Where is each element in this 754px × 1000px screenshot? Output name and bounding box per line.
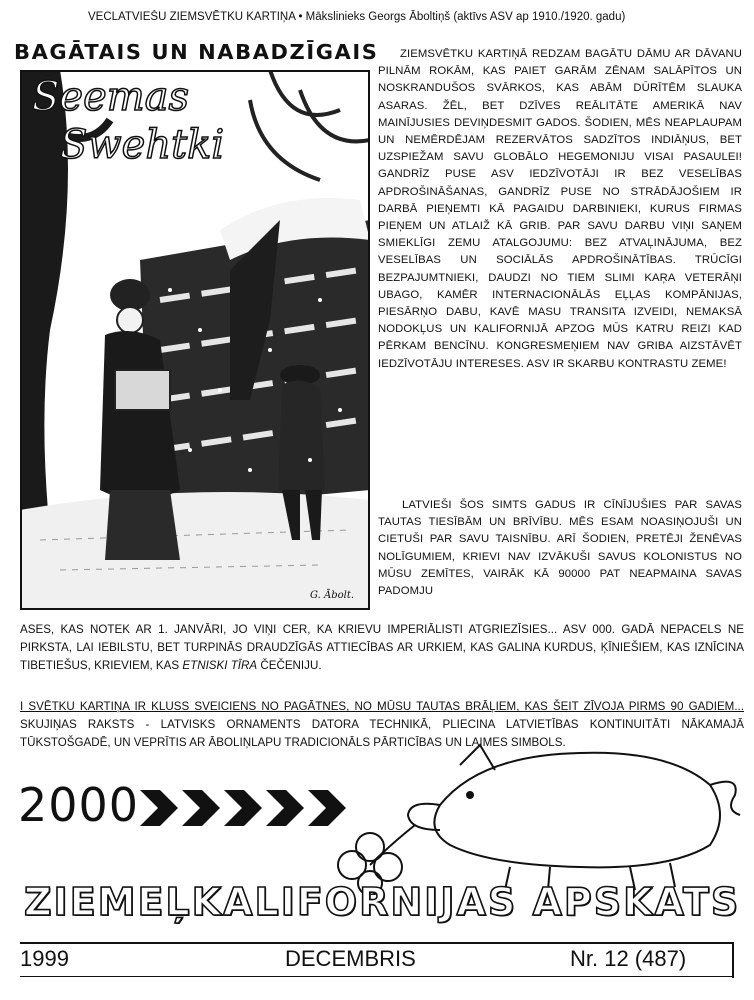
article-lead: ZIEMSVĒTKU KARTIŅĀ REDZAM BAGĀTU	[400, 48, 633, 60]
article-paragraph-2-end: ČEČENIJU.	[260, 659, 322, 672]
footer-issue-number: Nr. 12 (487)	[570, 946, 687, 971]
article-paragraph-3-underlined: I SVĒTKU KARTIŅA IR KLUSS SVEICIENS NO PAGĀTNES, NO MŪSU TAUTAS BRĀĻIEM, KAS ŠEIT ZĪVOJA PIRMS 90 GADIEM...	[20, 700, 744, 713]
footer-month: DECEMBRIS	[285, 946, 416, 971]
image-caption: VECLATVIEŠU ZIEMSVĒTKU KARTIŅA • Mākslinieks Georgs Āboltiņš (aktīvs ASV ap 1910./1920. gadu)	[88, 11, 626, 23]
millennium-year-text: 2000	[18, 778, 140, 832]
article-wide-block-1	[20, 621, 744, 675]
article-column-second	[378, 497, 742, 600]
card-title-line1: Seemas	[32, 74, 190, 120]
footer-year: 1999	[20, 946, 69, 971]
card-title-line2: Swehtki	[60, 122, 225, 168]
pig-with-clover-drawing	[330, 735, 754, 895]
article-paragraph-2-continued: ASES, KAS NOTEK AR 1. JANVĀRI, JO VIŅI CER, KA KRIEVU IMPERIĀLISTI ATGRIEZĪSIES... ASV 000. GADĀ NEPACELS NE PIRKSTA, LAI IEBILSTU, BET TURPINĀS DRAUDZĪGĀS ATTIECĪBAS AR URKIEM, KAS GALINA KURDUS, ĶĪNIEŠIEM, KAS IZNĪCINA TIBETIEŠUS, KRIEVIEM, KAS	[20, 623, 744, 672]
artist-signature: G. Ābolt.	[310, 590, 355, 601]
article-emphasis: ETNISKI TĪRA	[182, 659, 258, 672]
footer-side-rule	[732, 942, 734, 978]
footer-bottom-rule	[20, 976, 734, 977]
article-paragraph-2-start: LATVIEŠI ŠOS SIMTS GADUS IR CĪNĪJUŠIES PAR SAVAS TAUTAS TIESĪBĀM UN BRĪVĪBU. MĒS ESAM NOASIŅOJUŠI UN CIETUŠI PAR SAVU TAISNĪBU. ARĪ ŠODIEN, PRETĒJI ŽENĒVAS NOLĪGUMIEM, KRIEVI NAV IZVĀKUŠI SAVUS KOLONISTUS NO MŪSU ZEMĪTES, VAIRĀK KĀ 90000 PAT NEAPMAINA SAVAS PADOMJU	[378, 499, 742, 598]
christmas-card-illustration	[20, 70, 370, 610]
newspaper-masthead: ZIEMEĻKALIFORNIJAS APSKATS	[24, 880, 741, 924]
article-headline: BAGĀTAIS UN NABADZĪGAIS	[14, 40, 379, 64]
article-column	[378, 46, 742, 373]
article-paragraph-3: SKUJIŅAS RAKSTS - LATVISKS ORNAMENTS DATORA TECHNIKĀ, PLIECINA LATVIETĪBAS KONTINUITĀTI NĀKAMAJĀ TŪKSTOŠGADĒ, UN VEPRĪTIS AR ĀBOLIŅLAPU TRADICIONĀLS PĀRTICĪBAS UN LAIMES SIMBOLS.	[20, 718, 744, 749]
article-paragraph-1: DĀMU AR DĀVANU PILNĀM ROKĀM, KAS PAIET GARĀM ZĒNAM SALĀPĪTOS UN NOSKRANDUŠOS SVĀRKOS, KAS ABĀM DŪRĪTĒM SLAUKA ASARAS. ŽĒL, BET DZĪVES REĀLITĀTE AMERIKĀ NAV MAINĪJUSIES DEVIŅDESMIT GADOS. ŠODIEN, MĒS NEAPLAUPAM UN NEMĒRDĒJAM REZERVĀTOS SADZĪTOS INDIĀŅUS, BET UZSPIEŽAM SAVU GLOBĀLO HEGEMONIJU VISAI PASAULEI! GANDRĪZ PUSE ASV IEDZĪVOTĀJI IR BEZ VESELĪBAS APDROŠINĀŠANAS, GANDRĪZ PUSE NO STRĀDĀJOŠIEM IR DARBĀ PIEŅEMTI KĀ PAGAIDU DARBINIEKI, KURUS FIRMAS PIEŅEM UN ATLAIŽ KĀ GRIB. PAR SAVU DARBU VIŅI SAŅEM SMIEKLĪGI ZEMU ATALGOJUMU: BEZ ATVAĻINĀJUMA, BEZ VESELĪBAS UN SOCIĀLĀS APDROŠINĀTĪBAS. TRŪCĪGI BEZPAJUMTNIEKI, DAUDZI NO TIEM SLIMI KAŖA VETERĀŅI UBAGO, KAMĒR INTERNACIONĀLĀS EĻĻAS KOMPĀNIJAS, PIESĀRŅO DABU, KAVĒ MASU TRANSITA IZVEIDI, NEMAKSĀ NODOKĻUS UN KALIFORNIJĀ APZOG MŪS KATRU REIZI KAD PĒRKAM BENCĪNU. KONGRESMEŅIEM NAV GRIBA AIZSTĀVĒT IEDZĪVOTĀJU INTERESES. ASV IR SKARBU KONTRASTU ZEME!	[378, 48, 743, 370]
